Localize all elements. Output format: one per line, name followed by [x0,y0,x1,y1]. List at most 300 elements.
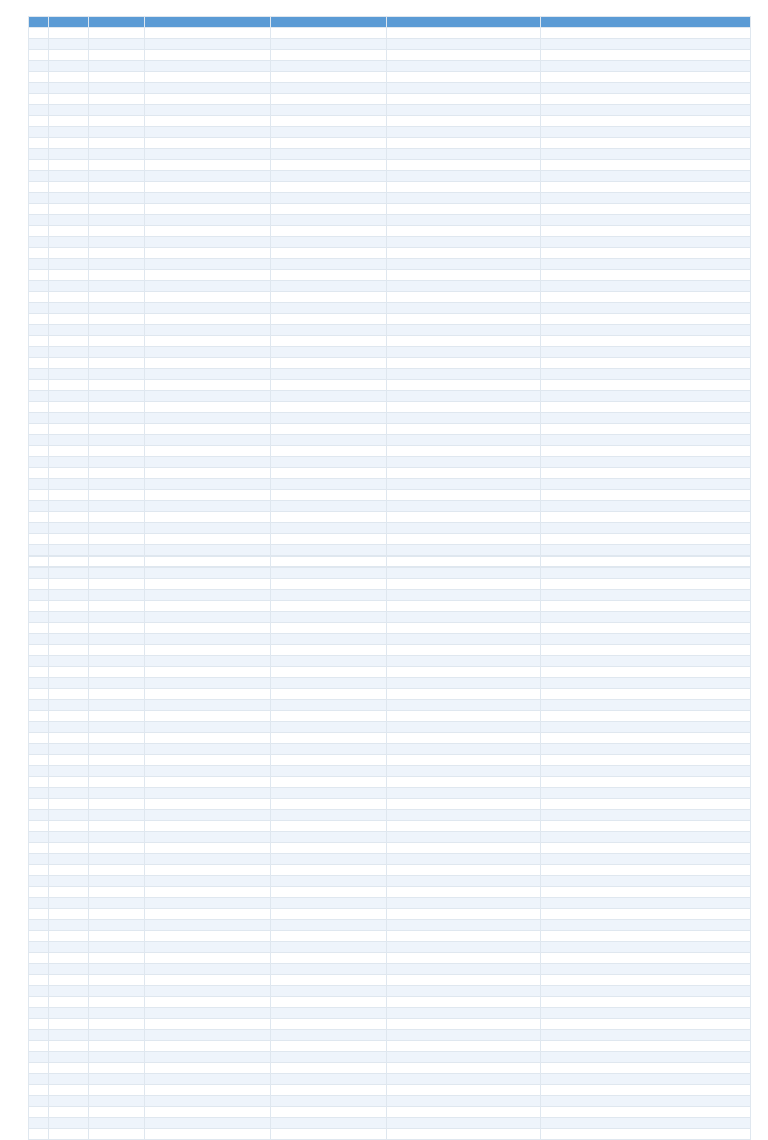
cell-translation [541,281,751,292]
cell-example [271,501,387,512]
cell-meaning [145,193,271,204]
cell-index [29,204,49,215]
cell-example-pinyin [387,61,541,72]
cell-meaning [145,755,271,766]
cell-translation [541,149,751,160]
cell-index [29,777,49,788]
table-row [29,634,751,645]
cell-word [49,402,89,413]
cell-pinyin [89,557,145,568]
cell-pinyin [89,964,145,975]
cell-translation [541,512,751,523]
cell-example-pinyin [387,711,541,722]
cell-meaning [145,788,271,799]
table-row [29,997,751,1008]
cell-translation [541,380,751,391]
cell-pinyin [89,435,145,446]
cell-word [49,1129,89,1140]
cell-pinyin [89,579,145,590]
cell-index [29,1096,49,1107]
cell-example [271,1052,387,1063]
cell-translation [541,413,751,424]
cell-example [271,744,387,755]
cell-example-pinyin [387,623,541,634]
cell-word [49,523,89,534]
cell-example [271,72,387,83]
cell-word [49,964,89,975]
cell-pinyin [89,193,145,204]
cell-example-pinyin [387,512,541,523]
table-row [29,667,751,678]
cell-meaning [145,612,271,623]
cell-translation [541,1118,751,1129]
cell-index [29,590,49,601]
cell-example [271,1118,387,1129]
cell-meaning [145,1041,271,1052]
cell-word [49,711,89,722]
cell-pinyin [89,270,145,281]
cell-pinyin [89,402,145,413]
cell-word [49,1030,89,1041]
cell-example [271,479,387,490]
cell-example-pinyin [387,634,541,645]
cell-translation [541,920,751,931]
table-row [29,248,751,259]
cell-pinyin [89,623,145,634]
cell-example [271,865,387,876]
cell-index [29,788,49,799]
cell-word [49,832,89,843]
cell-pinyin [89,457,145,468]
table-row [29,182,751,193]
cell-pinyin [89,832,145,843]
cell-example-pinyin [387,171,541,182]
cell-pinyin [89,997,145,1008]
cell-index [29,799,49,810]
cell-example-pinyin [387,601,541,612]
cell-index [29,424,49,435]
cell-example [271,534,387,545]
cell-example [271,215,387,226]
cell-translation [541,678,751,689]
cell-translation [541,259,751,270]
cell-index [29,281,49,292]
cell-translation [541,116,751,127]
cell-example-pinyin [387,1074,541,1085]
cell-word [49,700,89,711]
cell-word [49,127,89,138]
table-body-1 [29,28,751,578]
cell-example-pinyin [387,490,541,501]
cell-example [271,920,387,931]
cell-word [49,755,89,766]
cell-meaning [145,1107,271,1118]
cell-translation [541,964,751,975]
cell-pinyin [89,777,145,788]
cell-example [271,898,387,909]
cell-example-pinyin [387,237,541,248]
cell-word [49,843,89,854]
table-row [29,413,751,424]
cell-word [49,568,89,579]
table-row [29,534,751,545]
cell-index [29,72,49,83]
cell-example-pinyin [387,689,541,700]
cell-meaning [145,138,271,149]
cell-pinyin [89,72,145,83]
table-row [29,766,751,777]
cell-pinyin [89,490,145,501]
cell-index [29,523,49,534]
cell-meaning [145,501,271,512]
cell-translation [541,435,751,446]
cell-meaning [145,722,271,733]
cell-meaning [145,270,271,281]
table-row [29,799,751,810]
cell-word [49,722,89,733]
cell-example-pinyin [387,953,541,964]
cell-pinyin [89,1008,145,1019]
cell-meaning [145,424,271,435]
cell-word [49,358,89,369]
cell-example [271,435,387,446]
cell-translation [541,854,751,865]
cell-index [29,380,49,391]
cell-example [271,193,387,204]
table-row [29,226,751,237]
cell-translation [541,1019,751,1030]
cell-example-pinyin [387,887,541,898]
cell-example [271,1030,387,1041]
table-row [29,656,751,667]
cell-word [49,94,89,105]
cell-index [29,953,49,964]
cell-index [29,215,49,226]
cell-translation [541,457,751,468]
table-row [29,810,751,821]
cell-meaning [145,116,271,127]
cell-meaning [145,457,271,468]
cell-pinyin [89,325,145,336]
cell-example-pinyin [387,28,541,39]
table-row [29,83,751,94]
cell-word [49,1063,89,1074]
cell-translation [541,777,751,788]
cell-meaning [145,72,271,83]
cell-example-pinyin [387,336,541,347]
cell-index [29,1063,49,1074]
cell-example-pinyin [387,1019,541,1030]
cell-meaning [145,303,271,314]
table-row [29,931,751,942]
table-row [29,259,751,270]
cell-pinyin [89,94,145,105]
table-row [29,303,751,314]
cell-index [29,557,49,568]
column-header-pinyin [89,17,145,28]
cell-example-pinyin [387,534,541,545]
cell-index [29,997,49,1008]
cell-example [271,248,387,259]
cell-meaning [145,645,271,656]
cell-index [29,755,49,766]
cell-meaning [145,733,271,744]
cell-index [29,1052,49,1063]
cell-translation [541,369,751,380]
cell-index [29,171,49,182]
cell-translation [541,1041,751,1052]
cell-translation [541,424,751,435]
cell-word [49,876,89,887]
cell-pinyin [89,149,145,160]
cell-word [49,292,89,303]
cell-pinyin [89,501,145,512]
table-row [29,887,751,898]
cell-example-pinyin [387,975,541,986]
table-row [29,1129,751,1140]
cell-meaning [145,777,271,788]
cell-index [29,325,49,336]
cell-example [271,314,387,325]
cell-word [49,380,89,391]
table-row [29,689,751,700]
table-row [29,854,751,865]
cell-word [49,512,89,523]
cell-pinyin [89,534,145,545]
cell-meaning [145,347,271,358]
cell-translation [541,799,751,810]
cell-index [29,391,49,402]
cell-translation [541,1129,751,1140]
cell-index [29,1129,49,1140]
cell-pinyin [89,83,145,94]
table-row [29,435,751,446]
cell-example [271,843,387,854]
cell-index [29,446,49,457]
cell-meaning [145,975,271,986]
cell-translation [541,171,751,182]
cell-index [29,964,49,975]
cell-pinyin [89,545,145,556]
cell-word [49,788,89,799]
cell-word [49,248,89,259]
cell-meaning [145,171,271,182]
cell-translation [541,865,751,876]
cell-example-pinyin [387,193,541,204]
cell-meaning [145,369,271,380]
cell-pinyin [89,1107,145,1118]
cell-meaning [145,61,271,72]
cell-meaning [145,700,271,711]
cell-meaning [145,964,271,975]
table-row [29,601,751,612]
cell-example-pinyin [387,1008,541,1019]
table-row [29,843,751,854]
table-row [29,61,751,72]
cell-pinyin [89,468,145,479]
cell-word [49,557,89,568]
cell-pinyin [89,446,145,457]
cell-translation [541,843,751,854]
cell-translation [541,28,751,39]
cell-translation [541,1008,751,1019]
cell-word [49,270,89,281]
cell-translation [541,402,751,413]
cell-example [271,964,387,975]
vocab-table-block-2 [28,556,750,1140]
cell-index [29,865,49,876]
cell-word [49,83,89,94]
cell-index [29,50,49,61]
cell-index [29,105,49,116]
cell-index [29,292,49,303]
cell-translation [541,909,751,920]
cell-index [29,1019,49,1030]
cell-translation [541,612,751,623]
cell-index [29,854,49,865]
cell-pinyin [89,898,145,909]
cell-pinyin [89,358,145,369]
cell-example [271,557,387,568]
cell-meaning [145,446,271,457]
cell-example-pinyin [387,303,541,314]
cell-translation [541,138,751,149]
cell-example [271,545,387,556]
cell-word [49,678,89,689]
table-row [29,204,751,215]
cell-meaning [145,534,271,545]
cell-example [271,975,387,986]
cell-index [29,534,49,545]
cell-translation [541,501,751,512]
cell-index [29,149,49,160]
cell-example [271,1019,387,1030]
table-row [29,468,751,479]
cell-meaning [145,865,271,876]
cell-example-pinyin [387,369,541,380]
cell-meaning [145,942,271,953]
cell-example [271,424,387,435]
cell-index [29,678,49,689]
cell-example-pinyin [387,347,541,358]
table-row [29,281,751,292]
cell-index [29,248,49,259]
cell-word [49,898,89,909]
table-row [29,39,751,50]
cell-word [49,634,89,645]
cell-pinyin [89,986,145,997]
cell-pinyin [89,854,145,865]
cell-word [49,975,89,986]
cell-meaning [145,821,271,832]
cell-pinyin [89,226,145,237]
cell-pinyin [89,1052,145,1063]
cell-meaning [145,997,271,1008]
cell-example-pinyin [387,215,541,226]
table-row [29,876,751,887]
cell-example [271,568,387,579]
table-body-2 [29,557,751,1140]
cell-meaning [145,325,271,336]
cell-translation [541,832,751,843]
cell-translation [541,490,751,501]
cell-pinyin [89,766,145,777]
cell-index [29,887,49,898]
cell-translation [541,667,751,678]
cell-index [29,413,49,424]
column-header-example [271,17,387,28]
cell-example [271,325,387,336]
cell-word [49,105,89,116]
cell-pinyin [89,678,145,689]
cell-index [29,942,49,953]
cell-index [29,766,49,777]
cell-word [49,193,89,204]
cell-example [271,656,387,667]
table-row [29,711,751,722]
table-row [29,1085,751,1096]
cell-example [271,380,387,391]
cell-example [271,160,387,171]
cell-word [49,314,89,325]
cell-example [271,83,387,94]
cell-meaning [145,105,271,116]
cell-meaning [145,248,271,259]
cell-pinyin [89,314,145,325]
cell-translation [541,821,751,832]
cell-example [271,678,387,689]
cell-word [49,623,89,634]
cell-word [49,259,89,270]
cell-index [29,623,49,634]
cell-translation [541,336,751,347]
cell-translation [541,656,751,667]
cell-meaning [145,689,271,700]
cell-word [49,689,89,700]
table-row [29,391,751,402]
cell-meaning [145,523,271,534]
cell-index [29,435,49,446]
cell-meaning [145,292,271,303]
cell-example-pinyin [387,182,541,193]
cell-example-pinyin [387,777,541,788]
cell-translation [541,557,751,568]
table-row [29,424,751,435]
cell-meaning [145,237,271,248]
cell-example [271,854,387,865]
table-row [29,623,751,634]
cell-translation [541,479,751,490]
cell-translation [541,325,751,336]
cell-meaning [145,413,271,424]
cell-translation [541,72,751,83]
cell-pinyin [89,1074,145,1085]
cell-meaning [145,711,271,722]
cell-pinyin [89,755,145,766]
cell-example [271,237,387,248]
cell-word [49,1041,89,1052]
table-row [29,964,751,975]
table-row [29,1107,751,1118]
cell-index [29,314,49,325]
cell-example-pinyin [387,766,541,777]
cell-example [271,1107,387,1118]
cell-meaning [145,391,271,402]
cell-meaning [145,490,271,501]
cell-pinyin [89,788,145,799]
cell-pinyin [89,1030,145,1041]
cell-index [29,986,49,997]
